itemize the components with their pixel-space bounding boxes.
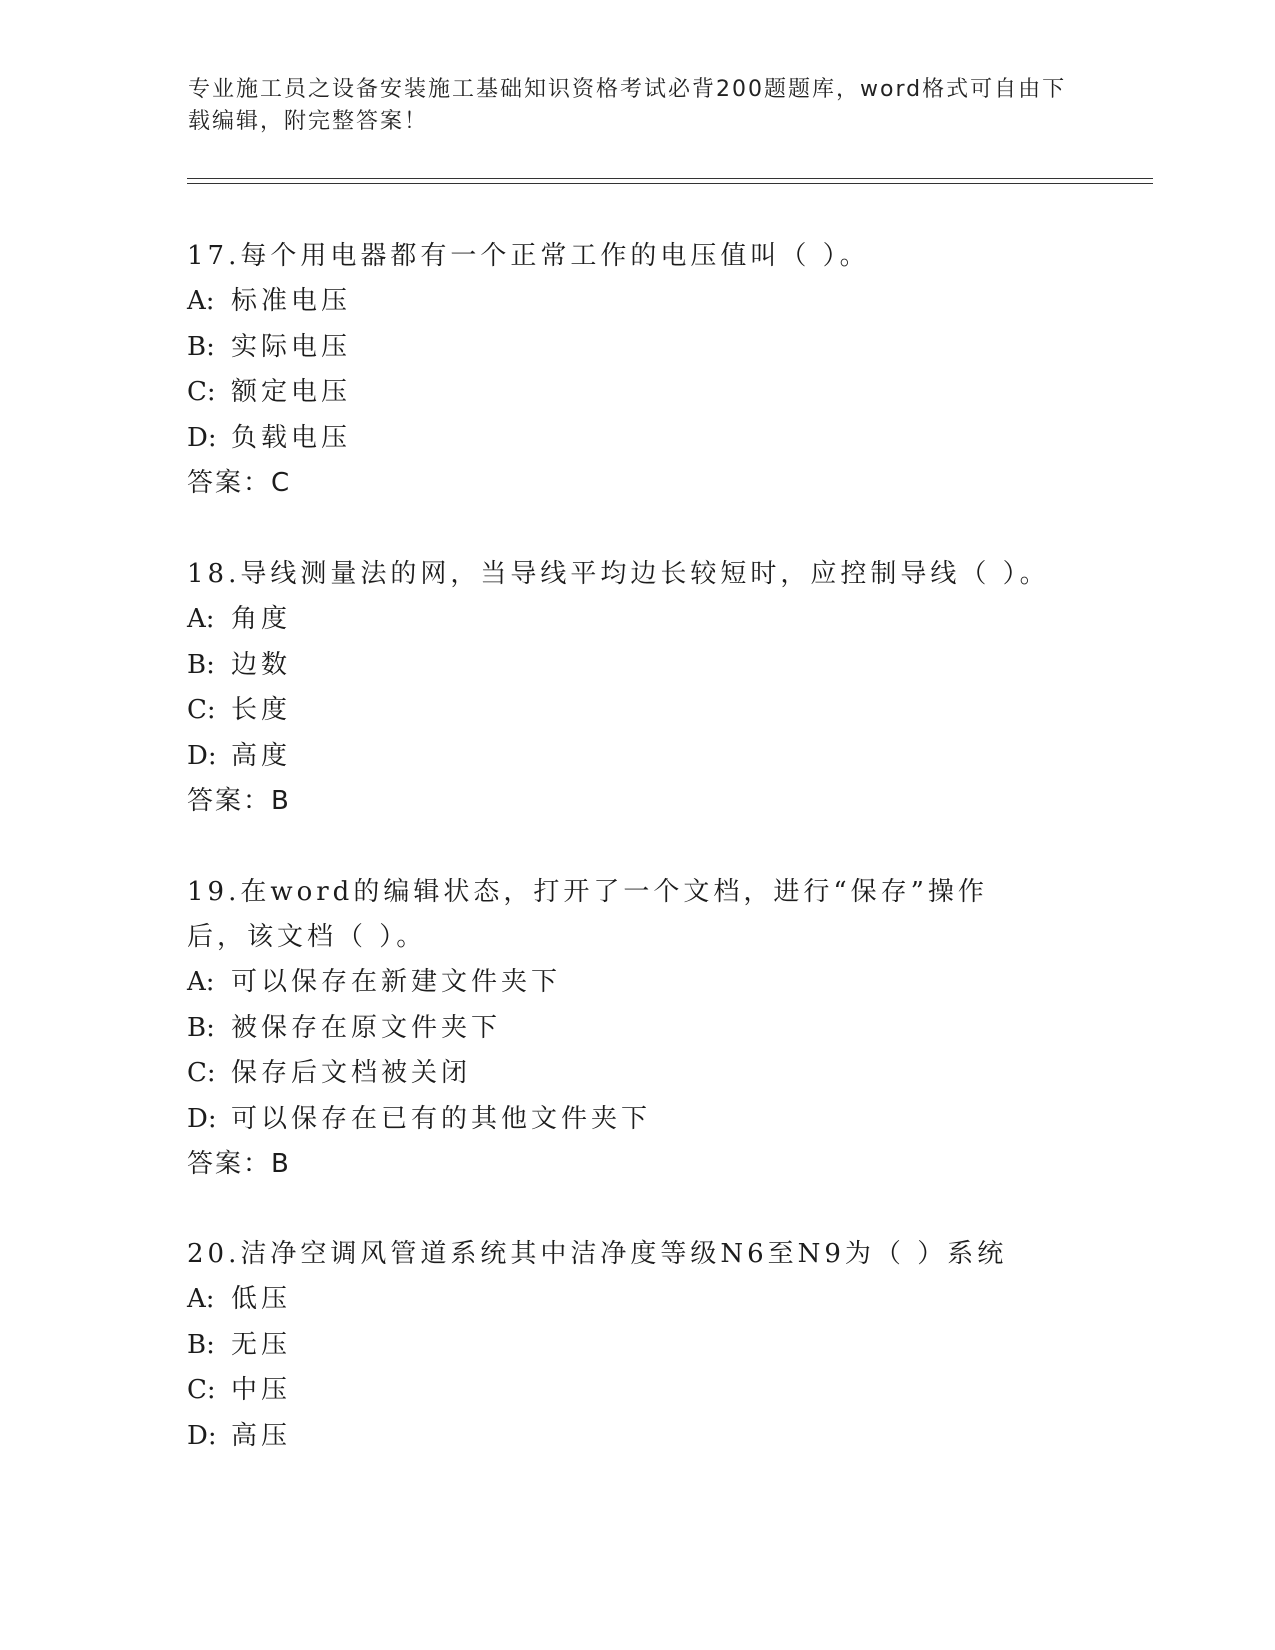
option-key: C: [187, 1375, 216, 1405]
question-20 [187, 1232, 1087, 1459]
option-a [187, 597, 1087, 643]
question-stem: 18.导线测量法的网，当导线平均边长较短时，应控制导线（ ）。 [187, 559, 1050, 589]
option-d [187, 1097, 1087, 1143]
option-text: 边数 [231, 649, 292, 680]
option-key: A: [187, 967, 215, 997]
option-key: C: [187, 1058, 216, 1088]
option-text: 中压 [231, 1375, 292, 1405]
option-text: 可以保存在已有的其他文件夹下 [231, 1103, 652, 1134]
option-key: A: [187, 604, 215, 634]
option-key: A: [187, 286, 215, 316]
option-b [187, 1323, 1087, 1369]
option-a [187, 960, 1087, 1006]
option-text: 无压 [231, 1329, 292, 1360]
option-c [187, 688, 1087, 734]
question-stem: 19.在word的编辑状态，打开了一个文档，进行“保存”操作后，该文档（ ）。 [187, 877, 988, 952]
option-d [187, 734, 1087, 780]
question-17 [187, 234, 1087, 507]
option-a [187, 279, 1087, 325]
option-text: 额定电压 [231, 377, 352, 407]
option-text: 高度 [231, 740, 292, 771]
header-rule-bottom [187, 183, 1153, 184]
option-text: 长度 [231, 695, 292, 725]
option-c [187, 1368, 1087, 1414]
answer-line: 答案：B [187, 786, 291, 816]
document-header: 专业施工员之设备安装施工基础知识资格考试必背200题题库，word格式可自由下载编辑，附完整答案！ [188, 77, 1067, 134]
question-stem: 17.每个用电器都有一个正常工作的电压值叫（ ）。 [187, 241, 870, 271]
option-key: C: [187, 377, 216, 407]
option-text: 低压 [231, 1284, 292, 1314]
option-key: A: [187, 1284, 215, 1314]
answer-line: 答案：B [187, 1149, 291, 1179]
option-text: 标准电压 [231, 286, 352, 316]
option-key: D: [187, 740, 217, 771]
question-18 [187, 552, 1087, 825]
option-key: D: [187, 1103, 217, 1134]
option-key: B: [187, 1012, 215, 1043]
option-d [187, 416, 1087, 462]
option-text: 负载电压 [231, 422, 352, 453]
option-key: B: [187, 331, 215, 362]
option-b [187, 1006, 1087, 1052]
option-text: 保存后文档被关闭 [231, 1058, 472, 1088]
option-key: C: [187, 695, 216, 725]
option-text: 被保存在原文件夹下 [231, 1012, 502, 1043]
answer-line: 答案：C [187, 468, 292, 498]
option-key: B: [187, 649, 215, 680]
option-key: D: [187, 1420, 217, 1451]
option-b [187, 325, 1087, 371]
option-a [187, 1277, 1087, 1323]
option-text: 可以保存在新建文件夹下 [231, 967, 562, 997]
header-rule-top [187, 178, 1153, 179]
option-text: 实际电压 [231, 331, 352, 362]
option-key: D: [187, 422, 217, 453]
option-c [187, 1051, 1087, 1097]
option-c [187, 370, 1087, 416]
question-stem: 20.洁净空调风管道系统其中洁净度等级N6至N9为（ ）系统 [187, 1239, 1008, 1269]
option-key: B: [187, 1329, 215, 1360]
option-d [187, 1414, 1087, 1460]
option-text: 角度 [231, 604, 292, 634]
option-text: 高压 [231, 1420, 292, 1451]
question-19 [187, 870, 1087, 1188]
option-b [187, 643, 1087, 689]
